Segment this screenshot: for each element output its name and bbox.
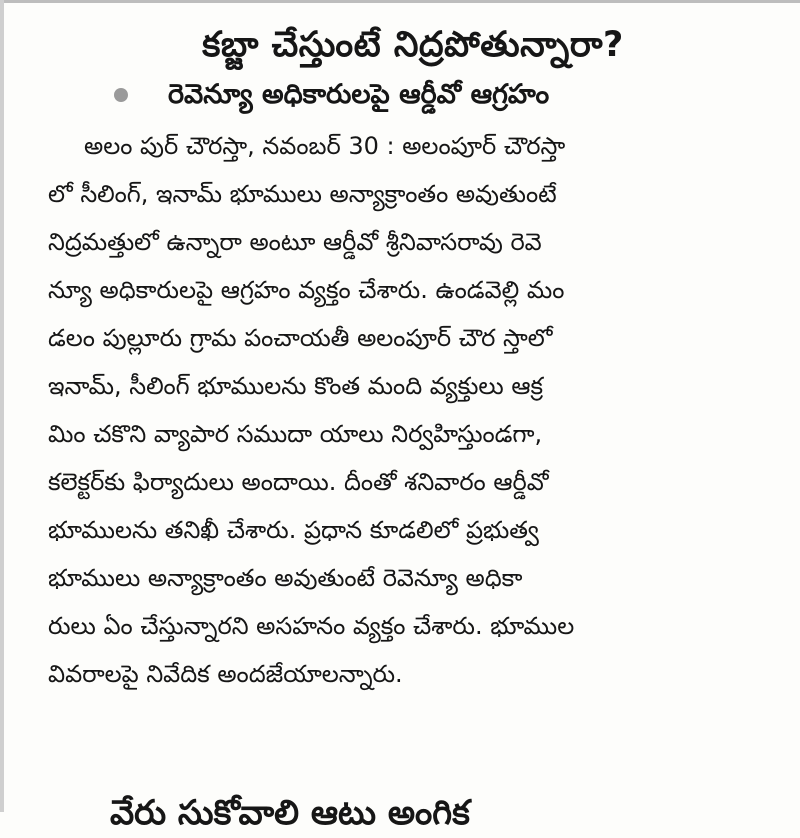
bullet-icon — [114, 88, 128, 102]
article-subheadline — [48, 72, 778, 118]
body-line: లో సీలింగ్, ఇనామ్ భూములు అన్యాక్రాంతం అవుతుంటే — [48, 180, 557, 208]
body-line: కలెక్టర్‌కు ఫిర్యాదులు అందాయి. దీంతో శనివారం ఆర్డీవో — [48, 468, 549, 496]
body-line: డలం పుల్లూరు గ్రామ పంచాయతీ అలంపూర్ చౌర స్తాలో — [48, 324, 553, 352]
subheadline-text: రెవెన్యూ అధికారులపై ఆర్డీవో ఆగ్రహం — [168, 79, 550, 110]
left-border — [0, 0, 4, 812]
body-line: రులు ఏం చేస్తున్నారని అసహనం వ్యక్తం చేశారు. భూముల — [48, 612, 575, 640]
article-headline: కబ్జా చేస్తుంటే నిద్రపోతున్నారా? — [202, 25, 624, 65]
body-line: అలం పుర్ చౌరస్తా, నవంబర్ 30 : అలంపూర్ చౌరస్తా — [84, 132, 566, 160]
body-line: ఇనామ్, సీలింగ్ భూములను కొంత మంది వ్యక్తులు ఆక్ర — [48, 372, 544, 400]
body-line: భూములు అన్యాక్రాంతం అవుతుంటే రెవెన్యూ అధికా — [48, 564, 523, 592]
news-article — [48, 18, 778, 698]
body-line: వివరాలపై నివేదిక అందజేయాలన్నారు. — [48, 660, 403, 688]
body-line: మిం చకొని వ్యాపార సముదా యాలు నిర్వహిస్తుండగా, — [48, 420, 543, 448]
next-article-headline: వేరు సుకోవాలి ఆటు అంగిక — [110, 793, 470, 833]
body-line: భూములను తనిఖీ చేశారు. ప్రధాన కూడలిలో ప్రభుత్వ — [48, 516, 539, 544]
top-border — [0, 0, 800, 3]
article-body — [48, 122, 778, 698]
body-line: న్యూ అధికారులపై ఆగ్రహం వ్యక్తం చేశారు. ఉండవెల్లి మం — [48, 276, 565, 304]
body-line: నిద్రమత్తులో ఉన్నారా అంటూ ఆర్డీవో శ్రీనివాసరావు రెవె — [48, 228, 542, 256]
